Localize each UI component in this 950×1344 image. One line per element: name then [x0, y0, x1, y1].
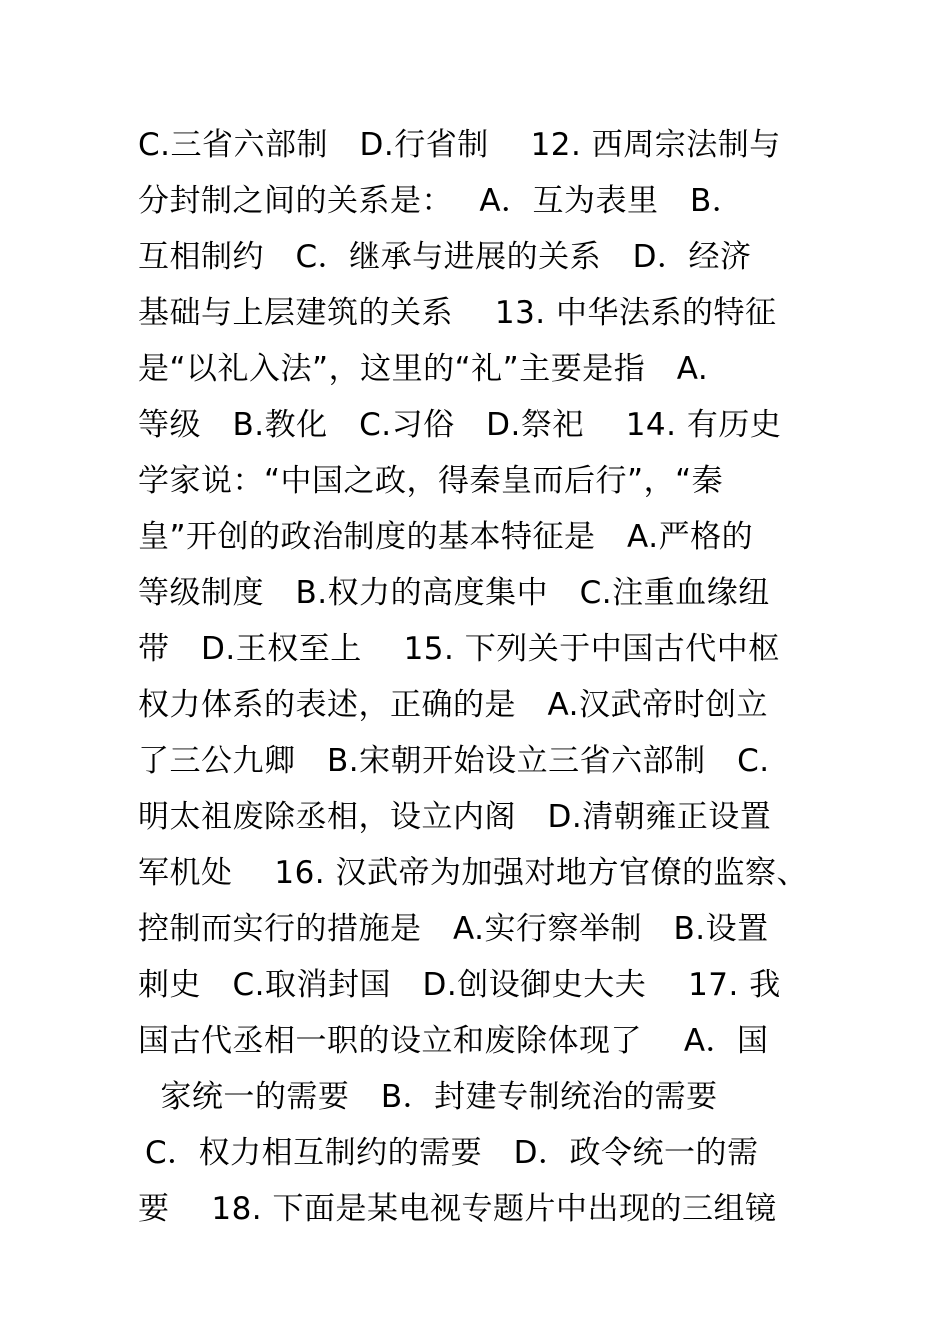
- text-line: C.三省六部制 D.行省制 12. 西周宗法制与: [138, 127, 781, 163]
- text-line: 了三公九卿 B.宋朝开始设立三省六部制 C.: [138, 743, 770, 779]
- text-line: 家统一的需要 B．封建专制统治的需要: [150, 1079, 718, 1115]
- text-line: 明太祖废除丞相，设立内阁 D.清朝雍正设置: [138, 799, 772, 835]
- text-line: 军机处 16. 汉武帝为加强对地方官僚的监察、: [138, 855, 809, 891]
- text-line: 皇”开创的政治制度的基本特征是 A.严格的: [138, 519, 754, 555]
- text-line: C．权力相互制约的需要 D．政令统一的需: [145, 1135, 759, 1171]
- text-line: 控制而实行的措施是 A.实行察举制 B.设置: [138, 911, 769, 947]
- text-line: 等级 B.教化 C.习俗 D.祭祀 14. 有历史: [138, 407, 782, 443]
- text-line: 分封制之间的关系是： A．互为表里 B．: [138, 183, 744, 219]
- text-line: 国古代丞相一职的设立和废除体现了 A．国: [138, 1023, 769, 1059]
- text-line: 互相制约 C．继承与进展的关系 D．经济: [138, 239, 752, 275]
- text-line: 基础与上层建筑的关系 13. 中华法系的特征: [138, 295, 777, 331]
- text-line: 权力体系的表述，正确的是 A.汉武帝时创立: [138, 687, 769, 723]
- text-line: 等级制度 B.权力的高度集中 C.注重血缘纽: [138, 575, 770, 611]
- text-line: 要 18. 下面是某电视专题片中出现的三组镜: [138, 1191, 777, 1227]
- text-line: 带 D.王权至上 15. 下列关于中国古代中枢: [138, 631, 780, 667]
- text-line: 刺史 C.取消封国 D.创设御史大夫 17. 我: [138, 967, 781, 1003]
- text-line: 学家说：“中国之政，得秦皇而后行”，“秦: [138, 463, 724, 499]
- text-line: 是“以礼入法”，这里的“礼”主要是指 A.: [138, 351, 709, 387]
